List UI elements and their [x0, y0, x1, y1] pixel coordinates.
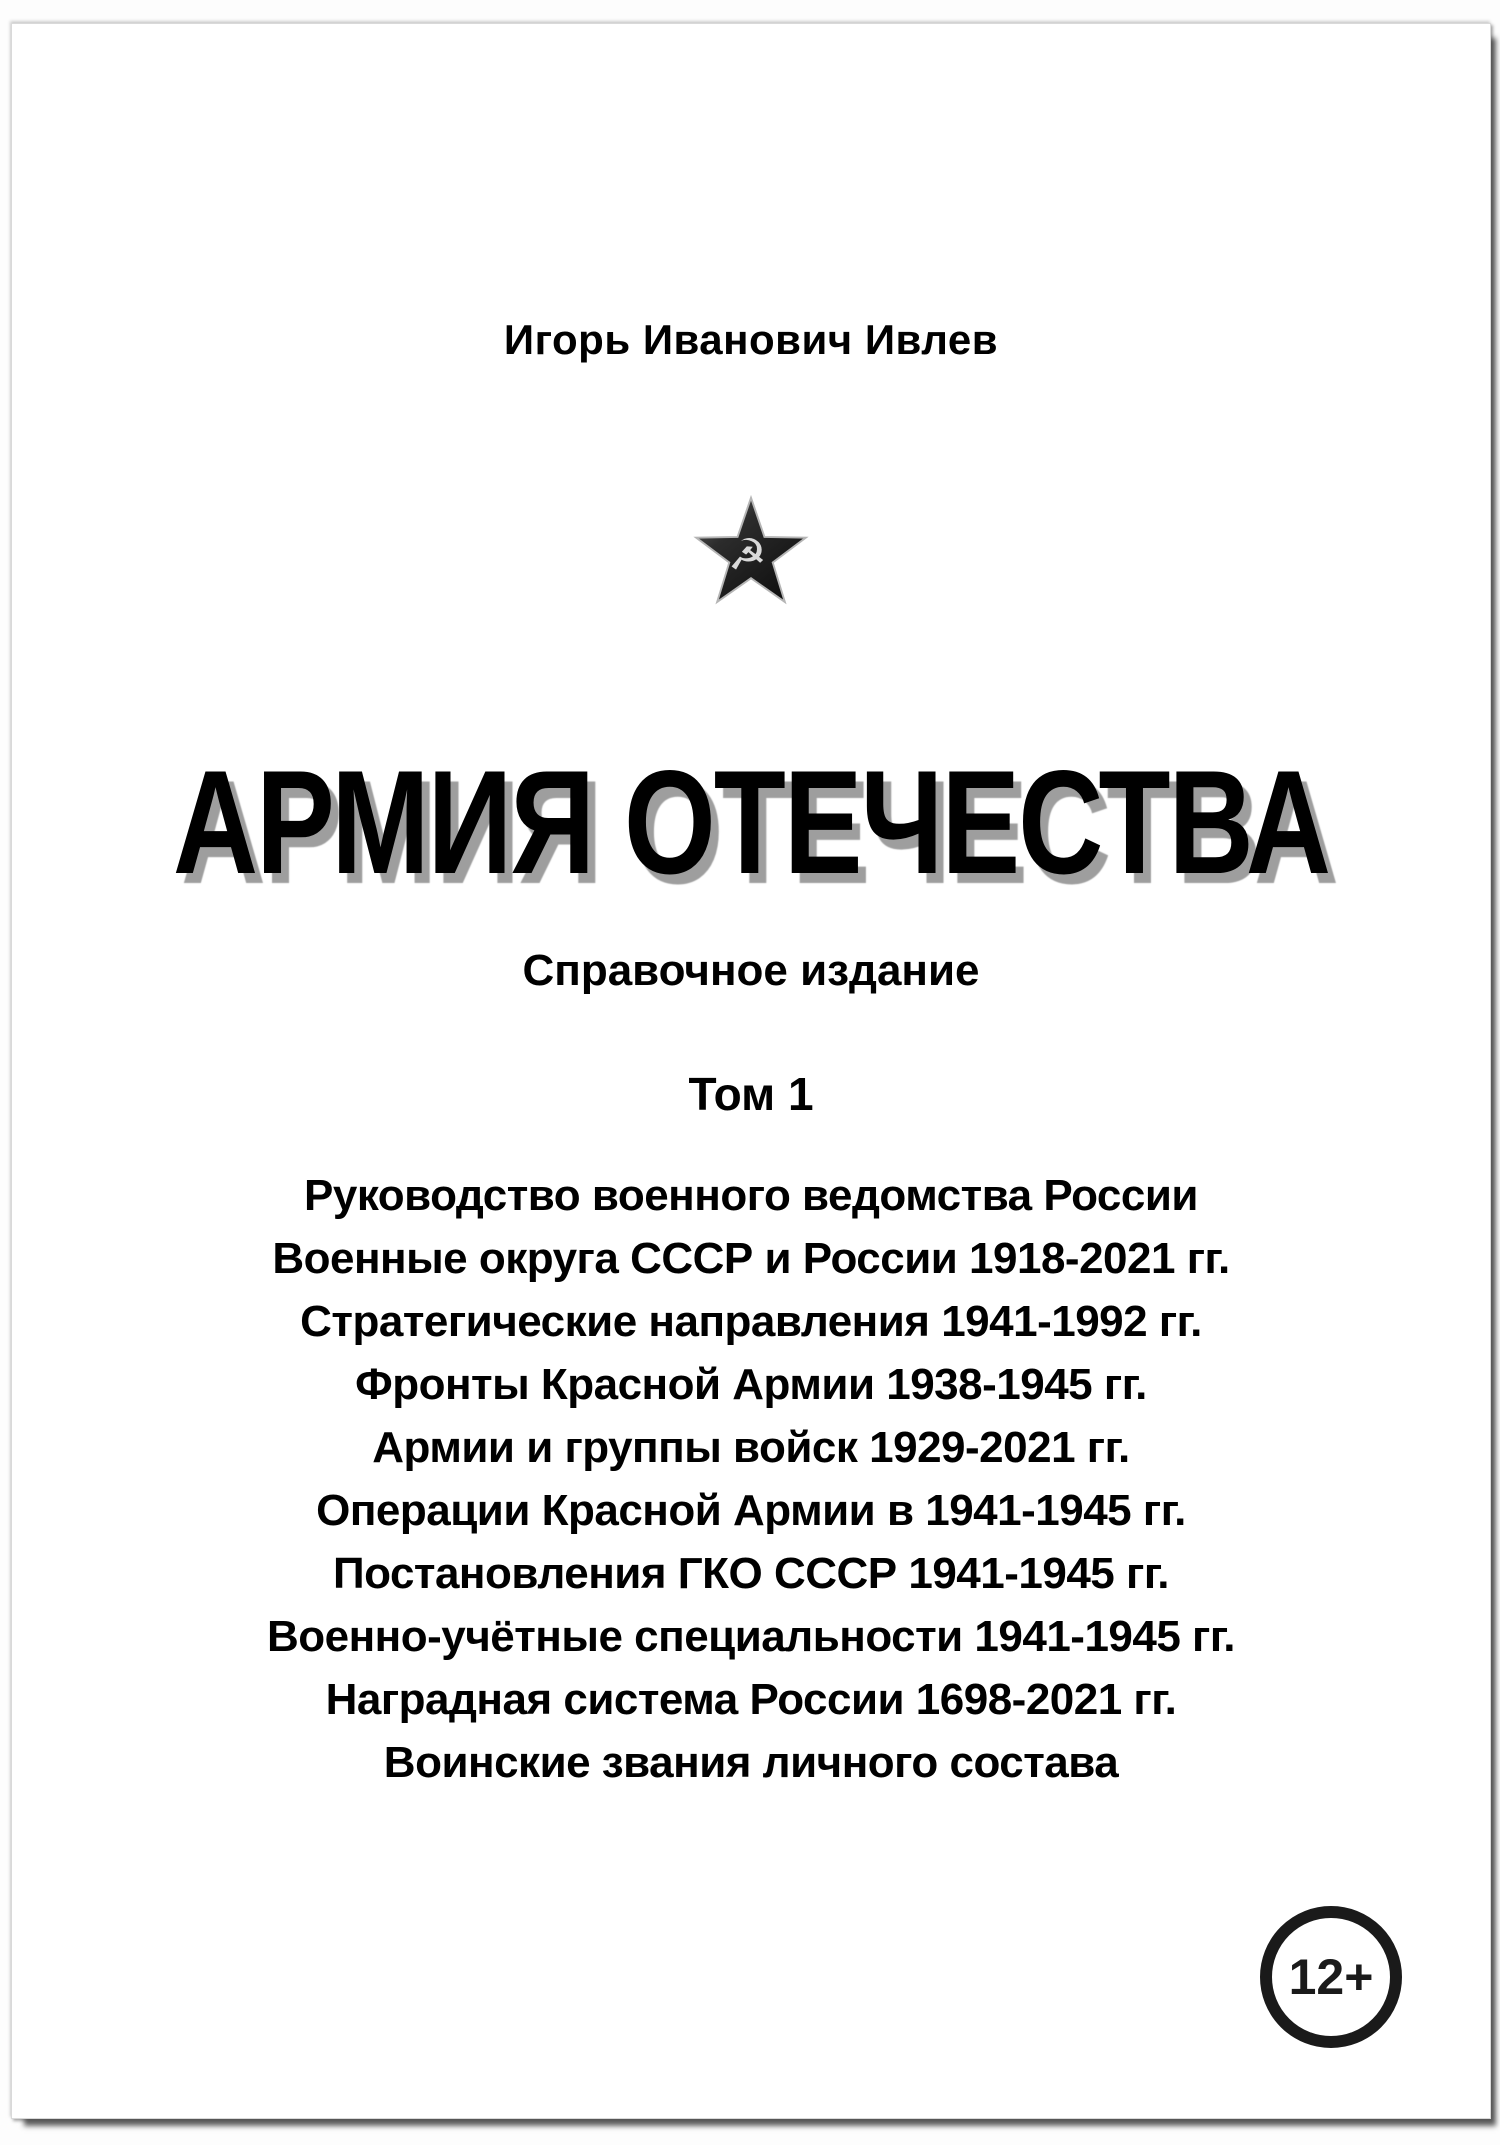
topic-line: Стратегические направления 1941-1992 гг. — [300, 1297, 1202, 1346]
topic-line: Воинские звания личного состава — [383, 1738, 1119, 1787]
author-name: Игорь Иванович Ивлев — [503, 316, 999, 363]
hammer-sickle-glyph: ☭ — [728, 530, 767, 581]
red-army-star-emblem — [12, 492, 1490, 619]
book-title: АРМИЯ ОТЕЧЕСТВА — [172, 740, 1330, 906]
volume-label: Том 1 — [688, 1068, 814, 1120]
age-rating-label: 12+ — [1288, 1949, 1374, 2005]
topic-line: Военные округа СССР и России 1918-2021 гг. — [272, 1234, 1230, 1283]
topic-line: Армии и группы войск 1929-2021 гг. — [372, 1423, 1130, 1472]
topic-line: Руководство военного ведомства России — [304, 1171, 1198, 1220]
book-cover-page — [11, 23, 1491, 2119]
topic-line: Постановления ГКО СССР 1941-1945 гг. — [333, 1549, 1169, 1598]
title-row — [12, 738, 1490, 906]
topics-list — [12, 1164, 1490, 1794]
age-rating-badge — [1260, 1906, 1402, 2048]
topic-line: Операции Красной Армии в 1941-1945 гг. — [316, 1486, 1186, 1535]
topic-line: Военно-учётные специальности 1941-1945 гг. — [266, 1612, 1236, 1661]
star-icon — [691, 492, 811, 614]
topic-line: Фронты Красной Армии 1938-1945 гг. — [355, 1360, 1147, 1409]
edition-subtitle: Справочное издание — [522, 946, 980, 995]
topic-line: Наградная система России 1698-2021 гг. — [325, 1675, 1177, 1724]
